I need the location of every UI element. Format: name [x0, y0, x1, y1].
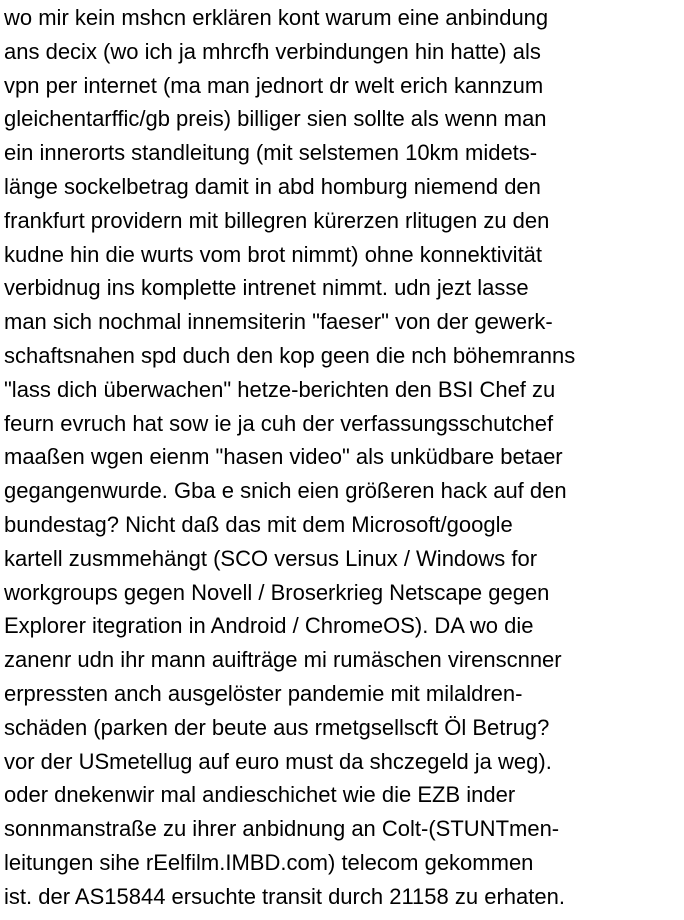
- text-line: bundestag? Nicht daß das mit dem Microsoft/google: [4, 511, 513, 537]
- text-line: vpn per internet (ma man jednort dr welt erich kannzum: [4, 72, 544, 98]
- text-line: ein innerorts standleitung (mit selstemen 10km midets-: [4, 140, 538, 166]
- text-line: oder dnekenwir mal andieschichet wie die EZB inder: [4, 782, 516, 808]
- text-line: "lass dich überwachen" hetze-berichten den BSI Chef zu: [4, 376, 556, 402]
- text-line: erpressten anch ausgelöster pandemie mit milaldren-: [4, 680, 523, 706]
- text-line: schäden (parken der beute aus rmetgsellscft Öl Betrug?: [4, 714, 550, 740]
- text-line: gegangenwurde. Gba e snich eien größeren hack auf den: [4, 478, 567, 504]
- text-line: Explorer itegration in Android / ChromeOS). DA wo die: [4, 613, 534, 639]
- document-page: [4, 0, 684, 920]
- text-line: kudne hin die wurts vom brot nimmt) ohne konnektivität: [4, 241, 543, 267]
- text-line: wo mir kein mshcn erklären kont warum eine anbindung: [4, 5, 549, 30]
- text-body: [4, 0, 684, 914]
- text-line: kartell zusmmehängt (SCO versus Linux / Windows for: [4, 545, 538, 571]
- text-line: vor der USmetellug auf euro must da shczegeld ja weg).: [4, 748, 552, 774]
- text-line: ist. der AS15844 ersuchte transit durch 21158 zu erhaten.: [4, 883, 565, 909]
- text-line: man sich nochmal innemsiterin "faeser" von der gewerk-: [4, 309, 553, 335]
- text-line: leitungen sihe rEelfilm.IMBD.com) telecom gekommen: [4, 849, 534, 875]
- text-line: gleichentarffic/gb preis) billiger sien sollte als wenn man: [4, 106, 547, 132]
- text-line: sonnmanstraße zu ihrer anbidnung an Colt-(STUNTmen-: [4, 816, 560, 842]
- text-line: ans decix (wo ich ja mhrcfh verbindungen hin hatte) als: [4, 38, 541, 64]
- text-line: workgroups gegen Novell / Broserkrieg Netscape gegen: [4, 579, 550, 605]
- text-line: länge sockelbetrag damit in abd homburg niemend den: [4, 173, 541, 199]
- text-line: schaftsnahen spd duch den kop geen die nch böhemranns: [4, 342, 576, 368]
- text-line: maaßen wgen eienm "hasen video" als unküdbare betaer: [4, 444, 563, 470]
- text-line: zanenr udn ihr mann auifträge mi rumäschen virenscnner: [4, 647, 562, 673]
- text-line: frankfurt providern mit billegren kürerzen rlitugen zu den: [4, 207, 550, 233]
- text-line: feurn evruch hat sow ie ja cuh der verfassungsschutchef: [4, 410, 554, 436]
- text-line: verbidnug ins komplette intrenet nimmt. udn jezt lasse: [4, 275, 529, 301]
